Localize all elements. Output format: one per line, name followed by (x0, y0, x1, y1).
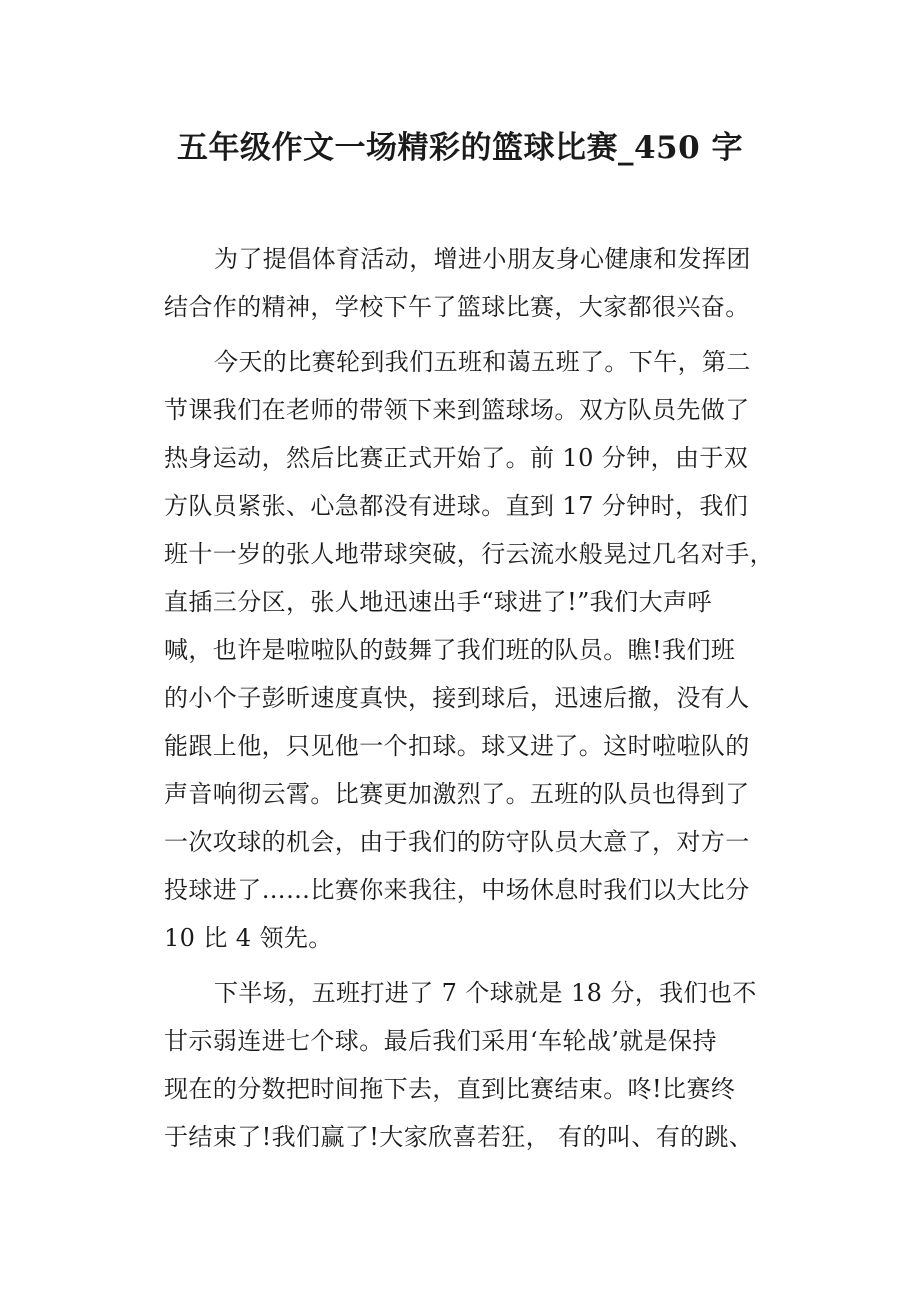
text-line: 于结束了!我们赢了!大家欣喜若狂， 有的叫、有的跳、 (164, 1123, 754, 1151)
text-line: 方队员紧张、心急都没有进球。直到 17 分钟时，我们 (164, 492, 749, 520)
document-body (164, 235, 774, 1161)
document-title: 五年级作文一场精彩的篮球比赛_450 字 (176, 130, 743, 166)
paragraph (164, 969, 764, 1161)
text-line: 一次攻球的机会，由于我们的防守队员大意了，对方一 (164, 828, 750, 856)
text-line: 喊，也许是啦啦队的鼓舞了我们班的队员。瞧!我们班 (164, 636, 736, 664)
text-line: 节课我们在老师的带领下来到篮球场。双方队员先做了 (164, 396, 750, 424)
paragraph (164, 235, 764, 331)
text-line: 现在的分数把时间拖下去，直到比赛结束。咚!比赛终 (164, 1075, 736, 1103)
text-line: 10 比 4 领先。 (164, 924, 333, 952)
text-line: 直插三分区，张人地迅速出手“球进了!”我们大声呼 (164, 588, 712, 616)
text-line: 为了提倡体育活动，增进小朋友身心健康和发挥团 (214, 245, 751, 273)
text-line: 今天的比赛轮到我们五班和蔼五班了。下午，第二 (214, 348, 751, 376)
text-line: 甘示弱连进七个球。最后我们采用‘车轮战’就是保持 (164, 1027, 717, 1055)
text-line: 投球进了……比赛你来我往，中场休息时我们以大比分 (164, 876, 750, 904)
paragraph (164, 338, 774, 962)
text-line: 热身运动，然后比赛正式开始了。前 10 分钟，由于双 (164, 444, 749, 472)
text-line: 能跟上他，只见他一个扣球。球又进了。这时啦啦队的 (164, 732, 750, 760)
text-line: 班十一岁的张人地带球突破，行云流水般晃过几名对手， (164, 540, 774, 568)
text-line: 声音响彻云霄。比赛更加激烈了。五班的队员也得到了 (164, 780, 750, 808)
text-line: 的小个子彭昕速度真快，接到球后，迅速后撤，没有人 (164, 684, 750, 712)
text-line: 下半场，五班打进了 7 个球就是 18 分，我们也不 (214, 979, 757, 1007)
text-line: 结合作的精神，学校下午了篮球比赛，大家都很兴奋。 (164, 293, 750, 321)
